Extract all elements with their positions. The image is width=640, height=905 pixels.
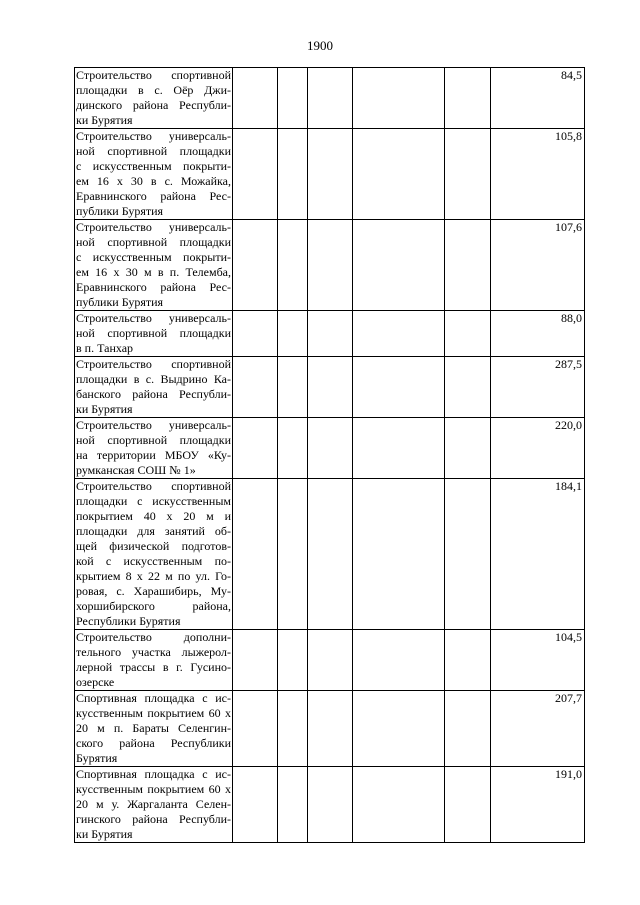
empty-cell bbox=[353, 311, 445, 357]
empty-cell bbox=[278, 220, 308, 311]
table-row bbox=[75, 767, 585, 843]
description-line: ем 16 х 30 в с. Можайка, bbox=[76, 174, 231, 188]
description-line: хоршибирского района, bbox=[76, 599, 231, 613]
empty-cell bbox=[445, 220, 491, 311]
row-value: 107,6 bbox=[491, 220, 585, 311]
empty-cell bbox=[233, 129, 278, 220]
description-line: ной спортивной площадки bbox=[76, 326, 231, 340]
empty-cell bbox=[445, 630, 491, 691]
table-row bbox=[75, 68, 585, 129]
table-row bbox=[75, 311, 585, 357]
table-row bbox=[75, 418, 585, 479]
empty-cell bbox=[353, 479, 445, 630]
description-line: кусственным покрытием 60 х bbox=[76, 782, 231, 796]
row-value: 220,0 bbox=[491, 418, 585, 479]
row-value: 287,5 bbox=[491, 357, 585, 418]
description-line: Бурятия bbox=[76, 751, 118, 765]
empty-cell bbox=[308, 357, 353, 418]
row-description bbox=[75, 418, 233, 479]
empty-cell bbox=[353, 220, 445, 311]
empty-cell bbox=[308, 68, 353, 129]
description-line: Еравнинского района Рес- bbox=[76, 189, 231, 203]
empty-cell bbox=[278, 630, 308, 691]
empty-cell bbox=[308, 630, 353, 691]
budget-table bbox=[74, 67, 585, 843]
description-line: гинского района Республи- bbox=[76, 812, 231, 826]
description-line: ной спортивной площадки bbox=[76, 144, 231, 158]
empty-cell bbox=[353, 767, 445, 843]
description-line: ной спортивной площадки bbox=[76, 235, 231, 249]
description-line: Строительство универсаль- bbox=[76, 418, 231, 432]
description-line: площадки для занятий об- bbox=[76, 524, 231, 538]
description-line: тельного участка лыжерол- bbox=[76, 645, 231, 659]
row-value: 104,5 bbox=[491, 630, 585, 691]
row-description bbox=[75, 129, 233, 220]
empty-cell bbox=[445, 311, 491, 357]
description-line: ной спортивной площадки bbox=[76, 433, 231, 447]
description-line: площадки с искусственным bbox=[76, 494, 231, 508]
description-line: Строительство универсаль- bbox=[76, 129, 231, 143]
empty-cell bbox=[233, 630, 278, 691]
description-line: площадки в с. Выдрино Ка- bbox=[76, 372, 231, 386]
description-line: 20 м у. Жаргаланта Селен- bbox=[76, 797, 231, 811]
description-line: щей физической подготов- bbox=[76, 539, 231, 553]
empty-cell bbox=[308, 691, 353, 767]
empty-cell bbox=[233, 311, 278, 357]
empty-cell bbox=[308, 129, 353, 220]
description-line: Республики Бурятия bbox=[76, 614, 181, 628]
empty-cell bbox=[308, 767, 353, 843]
empty-cell bbox=[233, 357, 278, 418]
row-value: 184,1 bbox=[491, 479, 585, 630]
empty-cell bbox=[445, 767, 491, 843]
table-row bbox=[75, 220, 585, 311]
table-row bbox=[75, 129, 585, 220]
row-description bbox=[75, 479, 233, 630]
description-line: Спортивная площадка с ис- bbox=[76, 767, 231, 781]
empty-cell bbox=[445, 357, 491, 418]
row-description bbox=[75, 357, 233, 418]
description-line: кой с искусственным по- bbox=[76, 554, 231, 568]
empty-cell bbox=[308, 418, 353, 479]
description-line: динского района Республи- bbox=[76, 98, 231, 112]
row-description bbox=[75, 691, 233, 767]
description-line: покрытием 40 х 20 м и bbox=[76, 509, 231, 523]
empty-cell bbox=[445, 68, 491, 129]
description-line: 20 м п. Бараты Селенгин- bbox=[76, 721, 231, 735]
empty-cell bbox=[445, 418, 491, 479]
description-line: Строительство универсаль- bbox=[76, 311, 231, 325]
empty-cell bbox=[353, 129, 445, 220]
description-line: кусственным покрытием 60 х bbox=[76, 706, 231, 720]
row-description bbox=[75, 68, 233, 129]
description-line: ки Бурятия bbox=[76, 402, 133, 416]
description-line: площадки в с. Оёр Джи- bbox=[76, 83, 231, 97]
description-line: Строительство универсаль- bbox=[76, 220, 231, 234]
table-row bbox=[75, 630, 585, 691]
empty-cell bbox=[445, 129, 491, 220]
empty-cell bbox=[445, 691, 491, 767]
empty-cell bbox=[278, 691, 308, 767]
description-line: озерске bbox=[76, 675, 115, 689]
empty-cell bbox=[278, 767, 308, 843]
empty-cell bbox=[233, 479, 278, 630]
description-line: Спортивная площадка с ис- bbox=[76, 691, 231, 705]
empty-cell bbox=[278, 357, 308, 418]
description-line: публики Бурятия bbox=[76, 204, 164, 218]
empty-cell bbox=[233, 691, 278, 767]
empty-cell bbox=[353, 68, 445, 129]
empty-cell bbox=[353, 630, 445, 691]
description-line: в п. Танхар bbox=[76, 341, 134, 355]
empty-cell bbox=[308, 220, 353, 311]
row-description bbox=[75, 767, 233, 843]
description-line: Строительство дополни- bbox=[76, 630, 231, 644]
description-line: ки Бурятия bbox=[76, 113, 133, 127]
description-line: Еравнинского района Рес- bbox=[76, 280, 231, 294]
empty-cell bbox=[233, 418, 278, 479]
empty-cell bbox=[353, 691, 445, 767]
empty-cell bbox=[278, 418, 308, 479]
empty-cell bbox=[308, 311, 353, 357]
empty-cell bbox=[278, 129, 308, 220]
description-line: лерной трассы в г. Гусино- bbox=[76, 660, 231, 674]
row-value: 191,0 bbox=[491, 767, 585, 843]
empty-cell bbox=[278, 479, 308, 630]
description-line: Строительство спортивной bbox=[76, 479, 231, 493]
description-line: на территории МБОУ «Ку- bbox=[76, 448, 231, 462]
page-number: 1900 bbox=[307, 38, 333, 53]
empty-cell bbox=[445, 479, 491, 630]
empty-cell bbox=[233, 220, 278, 311]
description-line: ского района Республики bbox=[76, 736, 231, 750]
empty-cell bbox=[233, 767, 278, 843]
row-description bbox=[75, 311, 233, 357]
table-row bbox=[75, 357, 585, 418]
description-line: крытием 8 х 22 м по ул. Го- bbox=[76, 569, 231, 583]
empty-cell bbox=[308, 479, 353, 630]
empty-cell bbox=[353, 418, 445, 479]
empty-cell bbox=[278, 311, 308, 357]
row-description bbox=[75, 220, 233, 311]
description-line: ки Бурятия bbox=[76, 827, 133, 841]
empty-cell bbox=[233, 68, 278, 129]
empty-cell bbox=[278, 68, 308, 129]
description-line: публики Бурятия bbox=[76, 295, 164, 309]
description-line: румканская СОШ № 1» bbox=[76, 463, 196, 477]
table-row bbox=[75, 691, 585, 767]
description-line: ровая, с. Харашибирь, Му- bbox=[76, 584, 231, 598]
description-line: Строительство спортивной bbox=[76, 357, 231, 371]
description-line: Строительство спортивной bbox=[76, 68, 231, 82]
row-value: 84,5 bbox=[491, 68, 585, 129]
row-description bbox=[75, 630, 233, 691]
table-body bbox=[75, 68, 585, 843]
empty-cell bbox=[353, 357, 445, 418]
row-value: 105,8 bbox=[491, 129, 585, 220]
description-line: банского района Республи- bbox=[76, 387, 231, 401]
row-value: 207,7 bbox=[491, 691, 585, 767]
row-value: 88,0 bbox=[491, 311, 585, 357]
description-line: с искусственным покрыти- bbox=[76, 250, 231, 264]
description-line: ем 16 х 30 м в п. Телемба, bbox=[76, 265, 231, 279]
table-row bbox=[75, 479, 585, 630]
description-line: с искусственным покрыти- bbox=[76, 159, 231, 173]
